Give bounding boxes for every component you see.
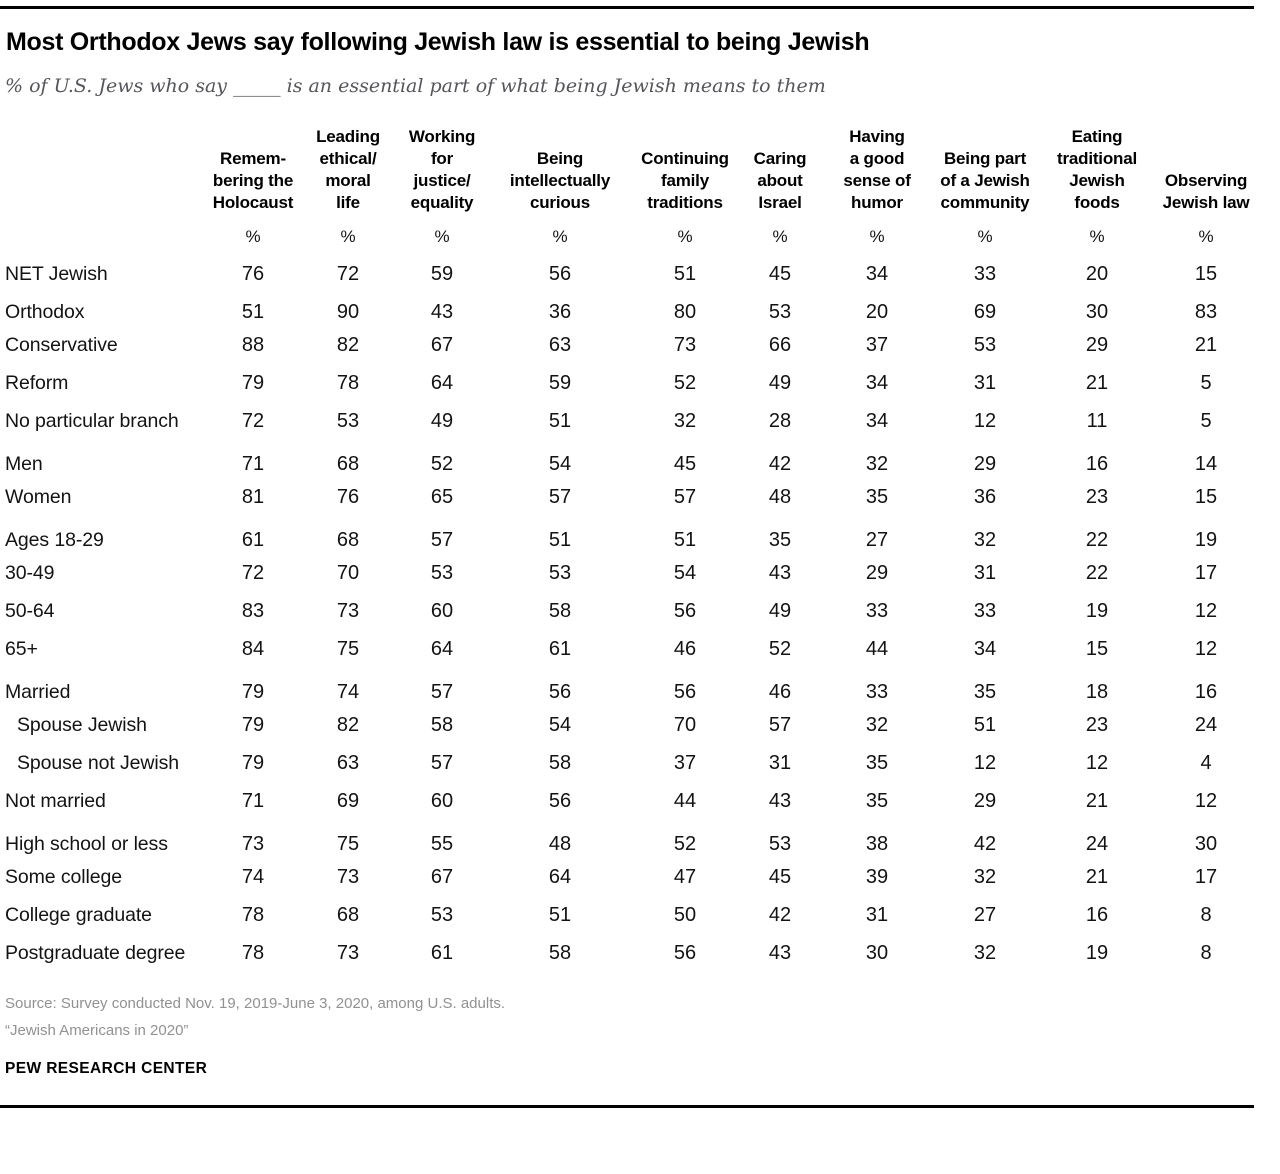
value-cell: 11 — [1086, 409, 1108, 432]
column-header-line: traditions — [647, 193, 723, 212]
row-label: Women — [5, 485, 72, 508]
value-cell: 79 — [241, 713, 265, 736]
value-cell: 75 — [336, 637, 360, 660]
column-header-line: Having — [849, 127, 905, 146]
value-cell: 34 — [865, 409, 889, 432]
value-cell: 73 — [241, 832, 265, 855]
value-cell: 32 — [973, 941, 997, 964]
column-header — [821, 126, 933, 214]
table-row — [5, 744, 1255, 782]
value-cell: 54 — [548, 713, 572, 736]
value-cell: 56 — [673, 680, 697, 703]
value-cell: 19 — [1085, 941, 1109, 964]
value-cell: 78 — [241, 903, 265, 926]
value-cell: 5 — [1200, 409, 1212, 432]
unit-cell: % — [869, 227, 885, 246]
value-cell: 52 — [673, 832, 697, 855]
value-cell: 12 — [1194, 637, 1218, 660]
value-cell: 73 — [336, 599, 360, 622]
value-cell: 32 — [973, 865, 997, 888]
value-cell: 53 — [973, 333, 997, 356]
unit-cell: % — [1089, 227, 1105, 246]
unit-cell: % — [677, 227, 693, 246]
value-cell: 57 — [430, 680, 454, 703]
value-cell: 21 — [1085, 789, 1109, 812]
value-cell: 12 — [973, 409, 997, 432]
value-cell: 51 — [548, 409, 572, 432]
column-header-line: Working — [408, 127, 476, 146]
value-cell: 52 — [430, 452, 454, 475]
value-cell: 35 — [865, 789, 889, 812]
value-cell: 71 — [241, 452, 265, 475]
table-row — [5, 934, 1255, 972]
value-cell: 61 — [241, 528, 265, 551]
value-cell: 53 — [430, 903, 454, 926]
value-cell: 69 — [336, 789, 360, 812]
value-cell: 57 — [430, 751, 454, 774]
source-note — [5, 990, 1280, 1044]
value-cell: 79 — [241, 371, 265, 394]
value-cell: 21 — [1085, 371, 1109, 394]
table-row — [5, 706, 1255, 744]
value-cell: 30 — [1194, 832, 1218, 855]
value-cell: 51 — [973, 713, 997, 736]
row-label: 30-49 — [5, 561, 55, 584]
value-cell: 83 — [241, 599, 265, 622]
value-cell: 72 — [241, 561, 265, 584]
unit-cell: % — [434, 227, 450, 246]
unit-cell: % — [977, 227, 993, 246]
value-cell: 54 — [548, 452, 572, 475]
column-header — [739, 126, 821, 214]
value-cell: 59 — [548, 371, 572, 394]
column-header-line: life — [336, 193, 360, 212]
value-cell: 42 — [768, 452, 792, 475]
value-cell: 78 — [336, 371, 360, 394]
column-header-line: Israel — [758, 193, 802, 212]
value-cell: 45 — [768, 865, 792, 888]
value-cell: 82 — [336, 713, 360, 736]
value-cell: 44 — [673, 789, 697, 812]
value-cell: 51 — [673, 262, 697, 285]
column-header-line: ethical/ — [319, 149, 377, 168]
column-header-line: bering the — [212, 171, 294, 190]
value-cell: 30 — [865, 941, 889, 964]
value-cell: 15 — [1194, 262, 1218, 285]
row-label: Spouse Jewish — [17, 713, 147, 736]
value-cell: 57 — [768, 713, 792, 736]
value-cell: 21 — [1194, 333, 1218, 356]
value-cell: 29 — [1085, 333, 1109, 356]
value-cell: 56 — [548, 680, 572, 703]
value-cell: 52 — [768, 637, 792, 660]
value-cell: 51 — [673, 528, 697, 551]
value-cell: 24 — [1194, 713, 1218, 736]
value-cell: 69 — [973, 300, 997, 323]
row-label: Reform — [5, 371, 69, 394]
value-cell: 52 — [673, 371, 697, 394]
value-cell: 56 — [548, 789, 572, 812]
value-cell: 57 — [548, 485, 572, 508]
value-cell: 53 — [336, 409, 360, 432]
value-cell: 70 — [336, 561, 360, 584]
value-cell: 54 — [673, 561, 697, 584]
citation-line: “Jewish Americans in 2020” — [5, 1022, 189, 1039]
column-header-line: Holocaust — [212, 193, 294, 212]
column-header-line: Leading — [316, 127, 380, 146]
unit-cell: % — [772, 227, 788, 246]
value-cell: 56 — [673, 941, 697, 964]
value-cell: 24 — [1085, 832, 1109, 855]
value-cell: 49 — [768, 599, 792, 622]
column-header-line: humor — [851, 193, 903, 212]
column-header-line: curious — [529, 193, 590, 212]
value-cell: 29 — [973, 789, 997, 812]
value-cell: 80 — [673, 300, 697, 323]
value-cell: 73 — [673, 333, 697, 356]
value-cell: 78 — [241, 941, 265, 964]
value-cell: 81 — [241, 485, 265, 508]
value-cell: 42 — [768, 903, 792, 926]
value-cell: 76 — [241, 262, 265, 285]
value-cell: 67 — [430, 865, 454, 888]
value-cell: 35 — [768, 528, 792, 551]
value-cell: 27 — [865, 528, 889, 551]
value-cell: 48 — [768, 485, 792, 508]
value-cell: 90 — [336, 300, 360, 323]
unit-cell: % — [340, 227, 356, 246]
value-cell: 75 — [336, 832, 360, 855]
value-cell: 46 — [768, 680, 792, 703]
value-cell: 8 — [1200, 941, 1212, 964]
value-cell: 58 — [548, 941, 572, 964]
column-header — [933, 126, 1037, 214]
table-row — [5, 896, 1255, 934]
value-cell: 31 — [973, 371, 997, 394]
column-header — [301, 126, 395, 214]
column-header-line: justice/ — [413, 171, 471, 190]
column-header-line: community — [940, 193, 1030, 212]
table-row — [5, 288, 1255, 326]
value-cell: 63 — [336, 751, 360, 774]
value-cell: 34 — [865, 262, 889, 285]
row-label: Some college — [5, 865, 122, 888]
value-cell: 35 — [865, 751, 889, 774]
column-header-line: family — [661, 171, 709, 190]
unit-cell: % — [552, 227, 568, 246]
table-row — [5, 782, 1255, 820]
value-cell: 56 — [673, 599, 697, 622]
value-cell: 44 — [865, 637, 889, 660]
column-header-line: foods — [1074, 193, 1120, 212]
value-cell: 17 — [1194, 561, 1218, 584]
row-label: Men — [5, 452, 43, 475]
table-row — [5, 326, 1255, 364]
value-cell: 59 — [430, 262, 454, 285]
value-cell: 18 — [1085, 680, 1109, 703]
value-cell: 53 — [430, 561, 454, 584]
value-cell: 39 — [865, 865, 889, 888]
value-cell: 37 — [865, 333, 889, 356]
value-cell: 8 — [1200, 903, 1212, 926]
value-cell: 47 — [673, 865, 697, 888]
value-cell: 72 — [336, 262, 360, 285]
value-cell: 58 — [430, 713, 454, 736]
value-cell: 30 — [1085, 300, 1109, 323]
row-label: 50-64 — [5, 599, 55, 622]
value-cell: 5 — [1200, 371, 1212, 394]
table-row — [5, 858, 1255, 896]
column-header-line: Continuing — [641, 149, 729, 168]
value-cell: 32 — [865, 452, 889, 475]
column-header — [631, 126, 739, 214]
value-cell: 16 — [1085, 903, 1109, 926]
value-cell: 45 — [673, 452, 697, 475]
value-cell: 35 — [973, 680, 997, 703]
value-cell: 36 — [548, 300, 572, 323]
value-cell: 45 — [768, 262, 792, 285]
value-cell: 22 — [1085, 528, 1109, 551]
table-row — [5, 402, 1255, 440]
value-cell: 82 — [336, 333, 360, 356]
value-cell: 43 — [768, 561, 792, 584]
value-cell: 22 — [1085, 561, 1109, 584]
value-cell: 12 — [973, 751, 997, 774]
value-cell: 76 — [336, 485, 360, 508]
value-cell: 31 — [973, 561, 997, 584]
column-header-line: Being — [536, 149, 584, 168]
value-cell: 42 — [973, 832, 997, 855]
value-cell: 15 — [1085, 637, 1109, 660]
value-cell: 53 — [768, 832, 792, 855]
value-cell: 72 — [241, 409, 265, 432]
value-cell: 61 — [548, 637, 572, 660]
brand-label: PEW RESEARCH CENTER — [5, 1060, 208, 1077]
value-cell: 12 — [1085, 751, 1109, 774]
value-cell: 74 — [241, 865, 265, 888]
value-cell: 32 — [865, 713, 889, 736]
table-row — [5, 516, 1255, 554]
row-label: College graduate — [5, 903, 152, 926]
value-cell: 38 — [865, 832, 889, 855]
value-cell: 56 — [548, 262, 572, 285]
table-body — [5, 250, 1255, 972]
unit-cell: % — [1198, 227, 1214, 246]
value-cell: 84 — [241, 637, 265, 660]
table-row — [5, 440, 1255, 478]
value-cell: 73 — [336, 865, 360, 888]
value-cell: 51 — [548, 903, 572, 926]
value-cell: 60 — [430, 789, 454, 812]
value-cell: 50 — [673, 903, 697, 926]
value-cell: 16 — [1194, 680, 1218, 703]
column-header-line: equality — [410, 193, 474, 212]
value-cell: 83 — [1194, 300, 1218, 323]
row-label: High school or less — [5, 832, 168, 855]
value-cell: 71 — [241, 789, 265, 812]
column-header-line: Eating — [1071, 127, 1123, 146]
table-row — [5, 820, 1255, 858]
column-header-line: Jewish — [1069, 171, 1125, 190]
value-cell: 31 — [865, 903, 889, 926]
value-cell: 27 — [973, 903, 997, 926]
value-cell: 66 — [768, 333, 792, 356]
value-cell: 14 — [1194, 452, 1218, 475]
unit-cell: % — [245, 227, 261, 246]
table-header — [5, 126, 1255, 250]
value-cell: 19 — [1085, 599, 1109, 622]
value-cell: 37 — [673, 751, 697, 774]
row-label: Postgraduate degree — [5, 941, 186, 964]
top-rule — [0, 6, 1254, 9]
value-cell: 63 — [548, 333, 572, 356]
column-header-row — [5, 126, 1255, 214]
value-cell: 58 — [548, 751, 572, 774]
table-row — [5, 250, 1255, 288]
value-cell: 67 — [430, 333, 454, 356]
value-cell: 53 — [548, 561, 572, 584]
value-cell: 23 — [1085, 485, 1109, 508]
value-cell: 68 — [336, 528, 360, 551]
value-cell: 73 — [336, 941, 360, 964]
table-row — [5, 668, 1255, 706]
value-cell: 33 — [865, 599, 889, 622]
column-header-line: Remem- — [220, 149, 286, 168]
value-cell: 48 — [548, 832, 572, 855]
value-cell: 16 — [1085, 452, 1109, 475]
table-row — [5, 364, 1255, 402]
value-cell: 43 — [430, 300, 454, 323]
value-cell: 53 — [768, 300, 792, 323]
value-cell: 29 — [973, 452, 997, 475]
value-cell: 33 — [865, 680, 889, 703]
value-cell: 34 — [973, 637, 997, 660]
page-subtitle: % of U.S. Jews who say _____ is an essential part of what being Jewish means to them — [5, 75, 826, 97]
table-row — [5, 592, 1255, 630]
column-header-line: about — [757, 171, 803, 190]
value-cell: 29 — [865, 561, 889, 584]
value-cell: 36 — [973, 485, 997, 508]
value-cell: 51 — [548, 528, 572, 551]
bottom-rule — [0, 1105, 1254, 1108]
source-line: Source: Survey conducted Nov. 19, 2019-June 3, 2020, among U.S. adults. — [5, 995, 506, 1012]
column-header-line: sense of — [843, 171, 911, 190]
stats-table — [5, 126, 1255, 972]
value-cell: 79 — [241, 751, 265, 774]
value-cell: 49 — [430, 409, 454, 432]
page-title: Most Orthodox Jews say following Jewish law is essential to being Jewish — [6, 28, 870, 56]
value-cell: 61 — [430, 941, 454, 964]
row-label: Ages 18-29 — [5, 528, 104, 551]
value-cell: 64 — [430, 637, 454, 660]
table-row — [5, 630, 1255, 668]
value-cell: 51 — [241, 300, 265, 323]
column-header — [1037, 126, 1157, 214]
value-cell: 15 — [1194, 485, 1218, 508]
value-cell: 20 — [865, 300, 889, 323]
value-cell: 17 — [1194, 865, 1218, 888]
value-cell: 68 — [336, 452, 360, 475]
column-header-line: Caring — [753, 149, 807, 168]
column-header — [489, 126, 631, 214]
value-cell: 31 — [768, 751, 792, 774]
value-cell: 46 — [673, 637, 697, 660]
value-cell: 12 — [1194, 789, 1218, 812]
value-cell: 33 — [973, 599, 997, 622]
value-cell: 79 — [241, 680, 265, 703]
value-cell: 58 — [548, 599, 572, 622]
column-header-line: Observing — [1164, 171, 1248, 190]
value-cell: 23 — [1085, 713, 1109, 736]
row-label: Conservative — [5, 333, 118, 356]
row-label: Spouse not Jewish — [17, 751, 179, 774]
value-cell: 88 — [241, 333, 265, 356]
value-cell: 55 — [430, 832, 454, 855]
table-row — [5, 554, 1255, 592]
row-label: Not married — [5, 789, 106, 812]
value-cell: 32 — [673, 409, 697, 432]
row-label: NET Jewish — [5, 262, 108, 285]
column-header-line: of a Jewish — [940, 171, 1030, 190]
column-header-line: Jewish law — [1162, 193, 1250, 212]
row-label: Orthodox — [5, 300, 85, 323]
column-header — [395, 126, 489, 214]
column-header-line: intellectually — [509, 171, 611, 190]
value-cell: 49 — [768, 371, 792, 394]
value-cell: 35 — [865, 485, 889, 508]
value-cell: 57 — [673, 485, 697, 508]
value-cell: 34 — [865, 371, 889, 394]
value-cell: 64 — [548, 865, 572, 888]
column-header-line: moral — [325, 171, 371, 190]
unit-row — [5, 214, 1255, 250]
value-cell: 43 — [768, 789, 792, 812]
column-header-line: a good — [849, 149, 905, 168]
value-cell: 33 — [973, 262, 997, 285]
column-header-line: traditional — [1057, 149, 1137, 168]
value-cell: 65 — [430, 485, 454, 508]
value-cell: 57 — [430, 528, 454, 551]
corner-cell — [5, 126, 205, 214]
column-header-line: Being part — [943, 149, 1027, 168]
value-cell: 28 — [768, 409, 792, 432]
column-header — [205, 126, 301, 214]
unit-row-blank — [5, 214, 205, 250]
table-row — [5, 478, 1255, 516]
value-cell: 21 — [1085, 865, 1109, 888]
value-cell: 12 — [1194, 599, 1218, 622]
value-cell: 68 — [336, 903, 360, 926]
value-cell: 74 — [336, 680, 360, 703]
column-header-line: for — [430, 149, 454, 168]
column-header — [1157, 126, 1255, 214]
value-cell: 60 — [430, 599, 454, 622]
value-cell: 20 — [1085, 262, 1109, 285]
value-cell: 70 — [673, 713, 697, 736]
value-cell: 19 — [1194, 528, 1218, 551]
value-cell: 43 — [768, 941, 792, 964]
row-label: No particular branch — [5, 409, 179, 432]
value-cell: 4 — [1200, 751, 1212, 774]
value-cell: 64 — [430, 371, 454, 394]
row-label: 65+ — [5, 637, 38, 660]
row-label: Married — [5, 680, 71, 703]
value-cell: 32 — [973, 528, 997, 551]
